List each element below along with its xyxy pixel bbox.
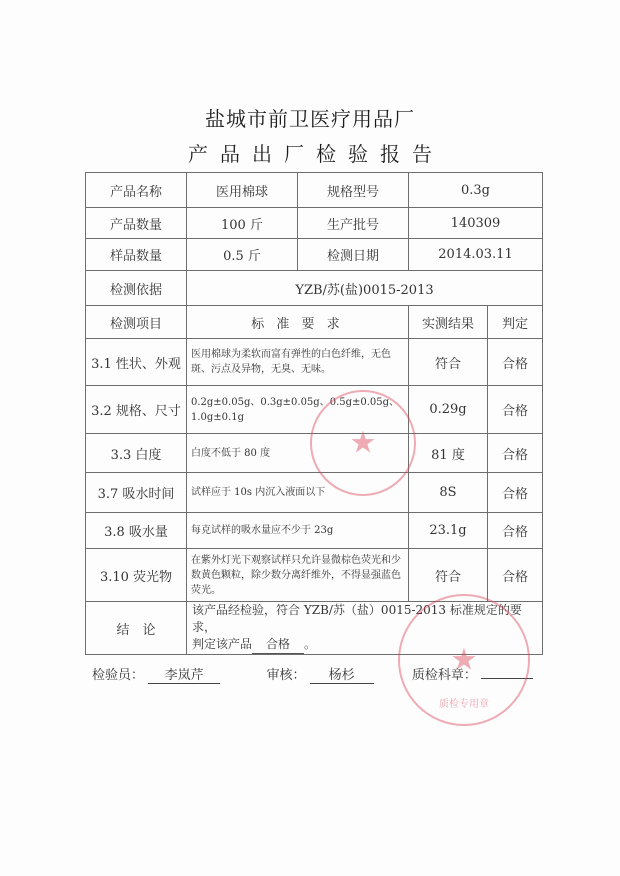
qc-stamp-label: 质检科章： bbox=[411, 668, 477, 683]
conclusion-suffix: 。 bbox=[304, 637, 317, 651]
star-icon: ★ bbox=[349, 425, 377, 461]
inspector-label: 检验员： bbox=[92, 668, 145, 683]
sample-value: 0.5 斤 bbox=[187, 239, 298, 271]
test-standard: 试样应于 10s 内沉入液面以下 bbox=[187, 473, 409, 513]
test-verdict: 合格 bbox=[488, 434, 543, 473]
test-verdict: 合格 bbox=[488, 549, 543, 602]
conclusion-verdict: 合格 bbox=[252, 636, 304, 654]
test-standard: 0.2g±0.05g、0.3g±0.05g、0.5g±0.05g、1.0g±0.1g bbox=[187, 386, 409, 434]
company-name: 盐城市前卫医疗用品厂 bbox=[205, 107, 415, 131]
test-verdict: 合格 bbox=[488, 339, 543, 386]
basis-value: YZB/苏(盐)0015-2013 bbox=[187, 271, 543, 306]
inspection-table bbox=[85, 172, 543, 655]
tests-header-row bbox=[86, 306, 543, 339]
info-row bbox=[86, 208, 543, 239]
test-verdict: 合格 bbox=[488, 513, 543, 549]
batch-label: 生产批号 bbox=[298, 208, 409, 239]
test-standard: 在紫外灯光下观察试样只允许显微棕色荧光和少数黄色颗粒，除少数分离纤维外，不得显强蓝色荧光。 bbox=[187, 549, 409, 602]
spec-label: 规格型号 bbox=[298, 173, 409, 208]
test-verdict: 合格 bbox=[488, 473, 543, 513]
conclusion-prefix: 判定该产品 bbox=[192, 637, 253, 651]
test-row bbox=[86, 513, 543, 549]
header-item: 检测项目 bbox=[86, 306, 187, 339]
test-standard: 每克试样的吸水量应不少于 23g bbox=[187, 513, 409, 549]
conclusion-line1: 该产品经检验，符合 YZB/苏（盐）0015-2013 标准规定的要求， bbox=[192, 603, 522, 634]
date-label: 检测日期 bbox=[298, 239, 409, 271]
product-name-label: 产品名称 bbox=[86, 173, 187, 208]
reviewer-signature: 杨杉 bbox=[310, 664, 374, 684]
test-item: 3.3 白度 bbox=[86, 434, 187, 473]
qc-stamp-text: 质检专用章 bbox=[439, 699, 489, 710]
test-row bbox=[86, 549, 543, 602]
inspector-signature: 李岚芹 bbox=[148, 664, 220, 684]
quantity-label: 产品数量 bbox=[86, 208, 187, 239]
test-item: 3.10 荧光物 bbox=[86, 549, 187, 602]
test-result: 23.1g bbox=[409, 513, 488, 549]
header-result: 实测结果 bbox=[409, 306, 488, 339]
info-row bbox=[86, 271, 543, 306]
header-verdict: 判定 bbox=[488, 306, 543, 339]
info-row bbox=[86, 173, 543, 208]
star-icon: ★ bbox=[450, 642, 478, 678]
test-item: 3.7 吸水时间 bbox=[86, 473, 187, 513]
test-item: 3.2 规格、尺寸 bbox=[86, 386, 187, 434]
test-result: 8S bbox=[409, 473, 488, 513]
date-value: 2014.03.11 bbox=[409, 239, 543, 271]
reviewer-label: 审核： bbox=[266, 668, 306, 683]
test-item: 3.1 性状、外观 bbox=[86, 339, 187, 386]
test-verdict: 合格 bbox=[488, 386, 543, 434]
test-row bbox=[86, 473, 543, 513]
test-item: 3.8 吸水量 bbox=[86, 513, 187, 549]
basis-label: 检测依据 bbox=[86, 271, 187, 306]
header-standard: 标 准 要 求 bbox=[187, 306, 409, 339]
quantity-value: 100 斤 bbox=[187, 208, 298, 239]
test-result: 符合 bbox=[409, 549, 488, 602]
conclusion-label: 结 论 bbox=[86, 602, 187, 655]
info-row bbox=[86, 239, 543, 271]
sample-label: 样品数量 bbox=[86, 239, 187, 271]
test-result: 0.29g bbox=[409, 386, 488, 434]
company-stamp bbox=[310, 390, 416, 496]
qc-stamp bbox=[398, 594, 530, 726]
test-result: 81 度 bbox=[409, 434, 488, 473]
test-row bbox=[86, 339, 543, 386]
test-standard: 白度不低于 80 度 bbox=[187, 434, 409, 473]
batch-value: 140309 bbox=[409, 208, 543, 239]
test-standard: 医用棉球为柔软而富有弹性的白色纤维，无色斑、污点及异物，无臭、无味。 bbox=[187, 339, 409, 386]
spec-value: 0.3g bbox=[409, 173, 543, 208]
test-result: 符合 bbox=[409, 339, 488, 386]
report-title: 产品出厂检验报告 bbox=[188, 142, 444, 166]
product-name-value: 医用棉球 bbox=[187, 173, 298, 208]
